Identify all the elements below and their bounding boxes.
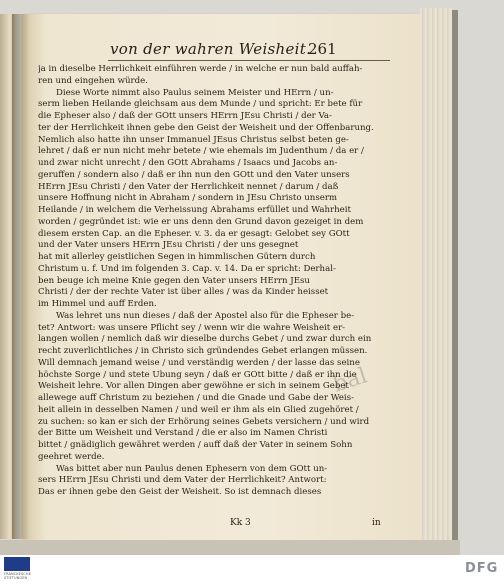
text-line: worden / gegründet ist: wie er uns denn den Grund davon gezeiget in dem: [38, 216, 364, 227]
text-line: ben beuge ich meine Knie gegen den Vater unsers HErrn JEsu: [38, 275, 310, 286]
text-line: HErrn JEsu Christi / den Vater der Herrlichkeit nennet / darum / daß: [38, 181, 339, 192]
text-line: im Himmel und auff Erden.: [38, 299, 157, 309]
text-line: bittet / gnädiglich gewähret werden / auff daß der Vater in seinem Sohn: [38, 440, 353, 450]
library-logo-icon: [4, 557, 30, 571]
pencil-annotation: bal: [329, 363, 371, 398]
text-line: allewege auff Christum zu beziehen / und die Gnade und Gabe der Weis-: [38, 393, 354, 403]
scan-background: [0, 540, 460, 555]
running-head: von der wahren Weisheit.: [110, 40, 312, 58]
text-line: ja in dieselbe Herrlichkeit einführen werde / in welche er nun bald auffah-: [38, 64, 363, 74]
text-line: heit allein in desselben Namen / und weil er ihm als ein Glied zugehöret /: [38, 404, 359, 415]
text-line: geehret werde.: [38, 451, 105, 462]
text-line: lehret / daß er nun nicht mehr betete / wie ehemals im Judenthum / da er /: [38, 146, 364, 157]
text-line: Christum u. f. Und im folgenden 3. Cap. v. 14. Da er spricht: Derhal-: [38, 263, 336, 274]
spine-shadow: [12, 14, 30, 539]
text-line: Das er ihnen gebe den Geist der Weisheit. So ist demnach dieses: [38, 487, 322, 497]
header-rule: [108, 60, 390, 61]
library-logo-text: FRANCKESCHE STIFTUNGEN: [4, 572, 31, 580]
text-line: unsere Hoffnung nicht in Abraham / sondern in JEsu Christo unserm: [38, 193, 338, 204]
library-logo[interactable]: [4, 557, 30, 583]
text-line: serm lieben Heilande gleichsam aus dem Munde / und spricht: Er bete für: [38, 99, 363, 110]
text-line: und zwar nicht unrecht / den GOtt Abrahams / Isaacs und Jacobs an-: [38, 158, 338, 168]
page-header: [110, 40, 410, 62]
text-line: ren und eingehen würde.: [38, 75, 148, 86]
cover-edge: [452, 10, 458, 546]
text-line: langen wollen / nemlich daß wir dieselbe durchs Gebet / und zwar durch ein: [38, 334, 372, 345]
viewer-footer: [0, 555, 504, 585]
text-line: die Epheser also / daß der GOtt unsers HErrn JEsu Christi / der Va-: [38, 111, 332, 121]
text-line: sers HErrn JEsu Christi und dem Vater der Herrlichkeit? Antwort:: [38, 475, 327, 486]
text-line: Heilande / in welchem die Verheissung Abrahams erfüllet und Wahrheit: [38, 205, 351, 215]
text-line: Was bittet aber nun Paulus denen Ephesern von dem GOtt un-: [56, 463, 328, 474]
signature-mark: Kk 3: [230, 518, 251, 528]
dfg-logo[interactable]: DFG: [465, 561, 499, 576]
text-line: ter der Herrlichkeit ihnen gebe den Geist der Weisheit und der Offenbarung.: [38, 122, 374, 133]
page-edges: [420, 8, 454, 548]
text-line: hat mit allerley geistlichen Segen in himmlischen Gütern durch: [38, 252, 316, 262]
text-line: geruffen / sondern also / daß er ihn nun den GOtt und den Vater unsers: [38, 169, 350, 180]
text-line: und der Vater unsers HErrn JEsu Christi / der uns gesegnet: [38, 240, 299, 251]
page-number: 261: [308, 40, 337, 58]
text-line: Weisheit lehre. Vor allen Dingen aber gewöhne er sich in seinem Gebet: [38, 381, 349, 392]
text-line: diesem ersten Cap. an die Epheser. v. 3. da er gesagt: Gelobet sey GOtt: [38, 228, 350, 239]
text-line: zu suchen: so kan er sich der Erhörung seines Gebets versichern / und wird: [38, 416, 370, 427]
text-line: Diese Worte nimmt also Paulus seinem Meister und HErrn / un-: [56, 87, 334, 98]
text-line: Nemlich also hatte ihn unser Immanuel JEsus Christus selbst beten ge-: [38, 134, 349, 145]
text-line: Christi / der der rechte Vater ist über alles / was da Kinder heisset: [38, 287, 329, 298]
text-line: höchste Sorge / und stete Ubung seyn / daß er GOtt bitte / daß er ihn die: [38, 369, 357, 380]
text-line: Was lehret uns nun dieses / daß der Apostel also für die Epheser be-: [56, 310, 355, 321]
text-line: Will demnach jemand weise / und verständig werden / der lasse das seine: [38, 357, 360, 368]
catchword: in: [372, 518, 381, 528]
text-line: tet? Antwort: was unsere Pflicht sey / wenn wir die wahre Weisheit er-: [38, 322, 346, 333]
text-line: der Bitte um Weisheit und Verstand / die er also im Namen Christi: [38, 428, 328, 439]
text-line: recht zuverlichtliches / in Christo sich gründendes Gebet erlangen müssen.: [38, 346, 368, 356]
